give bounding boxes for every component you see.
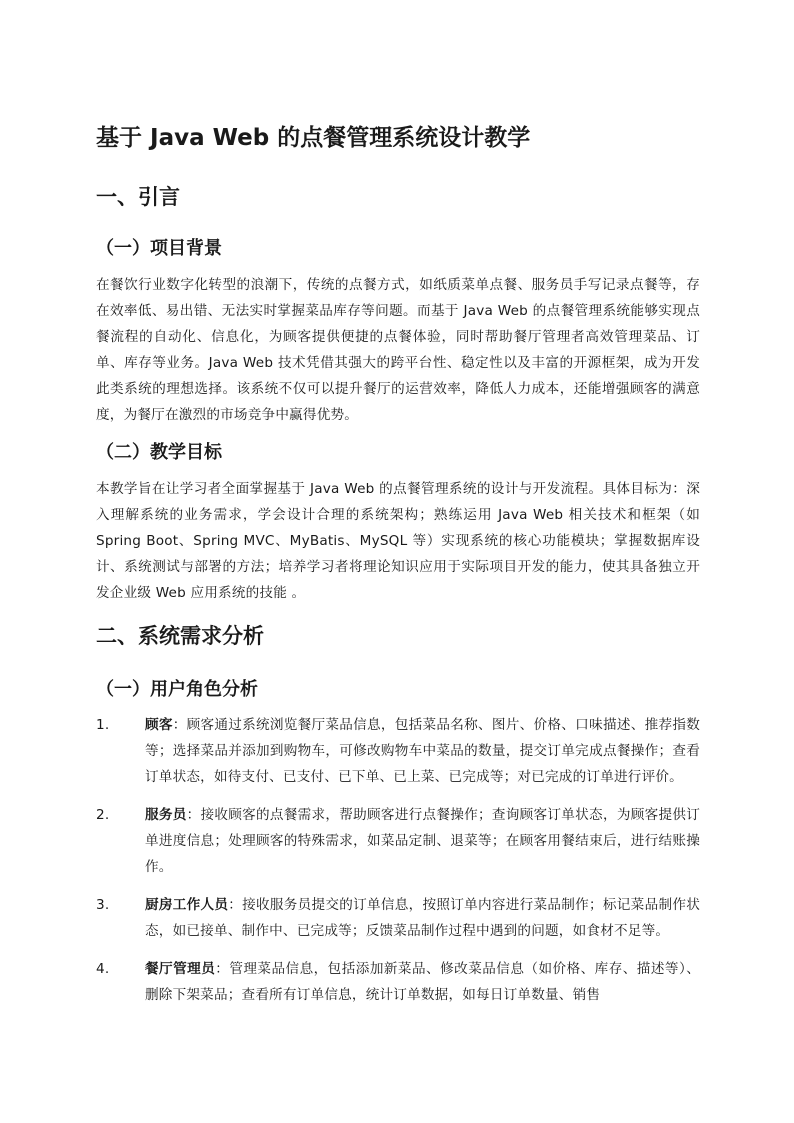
list-item xyxy=(96,892,700,944)
section-heading-introduction: 一、引言 xyxy=(96,185,180,209)
paragraph-project-background: 在餐饮行业数字化转型的浪潮下，传统的点餐方式，如纸质菜单点餐、服务员手写记录点餐等，存在效率低、易出错、无法实时掌握菜品库存等问题。而基于 Java Web 的点餐管理系统能够实现点餐流程的自动化、信息化，为顾客提供便捷的点餐体验，同时帮助餐厅管理者高效管理菜品、订单、库存等业务。Java Web 技术凭借其强大的跨平台性、稳定性以及丰富的开源框架，成为开发此类系统的理想选择。该系统不仅可以提升餐厅的运营效率，降低人力成本，还能增强顾客的满意度，为餐厅在激烈的市场竞争中赢得优势。 xyxy=(96,277,700,423)
list-item-text: ：顾客通过系统浏览餐厅菜品信息，包括菜品名称、图片、价格、口味描述、推荐指数等；选择菜品并添加到购物车，可修改购物车中菜品的数量，提交订单完成点餐操作；查看订单状态，如待支付、已支付、已下单、已上菜、已完成等；对已完成的订单进行评价。 xyxy=(145,717,700,785)
list-item-number: 3. xyxy=(96,897,110,913)
subsection-heading-project-background: （一）项目背景 xyxy=(96,238,222,259)
list-item-term: 厨房工作人员 xyxy=(145,897,229,913)
list-item-term: 顾客 xyxy=(145,717,173,733)
list-item-term: 服务员 xyxy=(145,807,187,823)
list-item-number: 2. xyxy=(96,807,110,823)
list-item-number: 4. xyxy=(96,961,110,977)
section-heading-requirements-analysis: 二、系统需求分析 xyxy=(96,624,264,648)
list-item xyxy=(96,802,700,880)
document-title: 基于 Java Web 的点餐管理系统设计教学 xyxy=(96,125,531,151)
subsection-heading-teaching-goals: （二）教学目标 xyxy=(96,442,222,463)
user-role-list xyxy=(96,712,700,1020)
list-item-text: ：管理菜品信息，包括添加新菜品、修改菜品信息（如价格、库存、描述等）、删除下架菜品；查看所有订单信息，统计订单数据，如每日订单数量、销售 xyxy=(145,961,701,1003)
list-item xyxy=(96,956,700,1008)
subsection-heading-user-roles: （一）用户角色分析 xyxy=(96,679,258,700)
list-item xyxy=(96,712,700,790)
list-item-text: ：接收服务员提交的订单信息，按照订单内容进行菜品制作；标记菜品制作状态，如已接单、制作中、已完成等；反馈菜品制作过程中遇到的问题，如食材不足等。 xyxy=(145,897,700,939)
list-item-number: 1. xyxy=(96,717,110,733)
list-item-text: ：接收顾客的点餐需求，帮助顾客进行点餐操作；查询顾客订单状态，为顾客提供订单进度信息；处理顾客的特殊需求，如菜品定制、退菜等；在顾客用餐结束后，进行结账操作。 xyxy=(145,807,700,875)
paragraph-teaching-goals: 本教学旨在让学习者全面掌握基于 Java Web 的点餐管理系统的设计与开发流程。具体目标为：深入理解系统的业务需求，学会设计合理的系统架构；熟练运用 Java Web 相关技术和框架（如 Spring Boot、Spring MVC、MyBatis、MySQL 等）实现系统的核心功能模块；掌握数据库设计、系统测试与部署的方法；培养学习者将理论知识应用于实际项目开发的能力，使其具备独立开发企业级 Web 应用系统的技能 。 xyxy=(96,481,700,601)
list-item-term: 餐厅管理员 xyxy=(145,961,216,977)
